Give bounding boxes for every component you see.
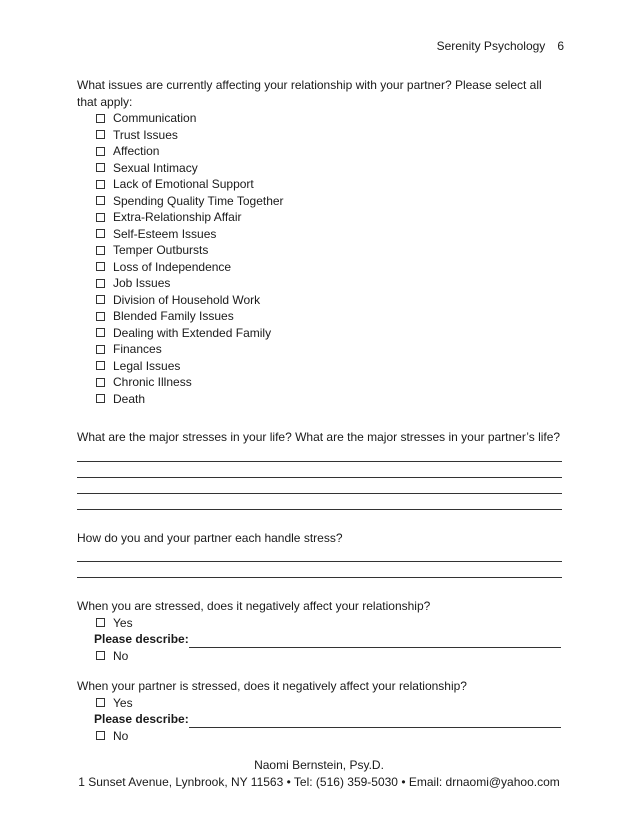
option-label: Loss of Independence [113, 259, 232, 274]
checkbox-option[interactable] [96, 325, 562, 342]
checkbox[interactable] [96, 312, 105, 321]
option-label: Yes [113, 695, 133, 710]
checkbox[interactable] [96, 394, 105, 403]
option-label: Yes [113, 615, 133, 630]
checkbox-option[interactable] [96, 391, 562, 408]
checkbox[interactable] [96, 731, 105, 740]
answer-line[interactable] [77, 562, 562, 578]
option-label: Lack of Emotional Support [113, 177, 254, 191]
option-label: Chronic Illness [113, 375, 192, 389]
checkbox[interactable] [96, 378, 105, 387]
form-content [77, 77, 562, 744]
option-label: Legal Issues [113, 358, 181, 373]
checkbox[interactable] [96, 246, 105, 255]
relationship-issues-options [96, 110, 562, 407]
describe-row [94, 711, 562, 728]
checkbox[interactable] [96, 295, 105, 304]
checkbox-option[interactable] [96, 259, 562, 276]
page-number: 6 [557, 39, 564, 53]
checkbox-option[interactable] [96, 160, 562, 177]
option-label: Death [113, 391, 146, 406]
option-label: Sexual Intimacy [113, 160, 198, 175]
option-label: Communication [113, 111, 197, 125]
checkbox-option[interactable] [96, 143, 562, 160]
option-no[interactable] [96, 648, 562, 665]
option-label: Trust Issues [113, 127, 178, 142]
checkbox-option[interactable] [96, 110, 562, 127]
describe-label: Please describe: [94, 632, 189, 646]
checkbox[interactable] [96, 196, 105, 205]
option-label: Extra-Relationship Affair [113, 210, 242, 224]
answer-line[interactable] [77, 494, 562, 510]
checkbox[interactable] [96, 229, 105, 238]
practice-name: Serenity Psychology [436, 39, 546, 53]
checkbox-option[interactable] [96, 308, 562, 325]
option-label: Affection [113, 144, 160, 158]
checkbox-option[interactable] [96, 226, 562, 243]
checkbox[interactable] [96, 147, 105, 156]
question-self-stress-effect: When you are stressed, does it negatively affect your relationship? [77, 599, 431, 613]
answer-line[interactable] [77, 446, 562, 462]
checkbox-option[interactable] [96, 209, 562, 226]
option-yes[interactable] [96, 615, 562, 632]
describe-line[interactable] [189, 635, 561, 648]
question-relationship-issues: What issues are currently affecting your relationship with your partner? Please select all that apply: [77, 78, 542, 109]
checkbox[interactable] [96, 361, 105, 370]
checkbox-option[interactable] [96, 292, 562, 309]
option-label: Temper Outbursts [113, 243, 209, 257]
option-label: Blended Family Issues [113, 309, 234, 323]
question-handle-stress: How do you and your partner each handle stress? [77, 530, 343, 545]
option-label: Spending Quality Time Together [113, 193, 284, 208]
answer-line[interactable] [77, 462, 562, 478]
checkbox-option[interactable] [96, 193, 562, 210]
checkbox[interactable] [96, 163, 105, 172]
checkbox[interactable] [96, 114, 105, 123]
checkbox-option[interactable] [96, 127, 562, 144]
option-label: Self-Esteem Issues [113, 226, 217, 241]
checkbox[interactable] [96, 213, 105, 222]
answer-line[interactable] [77, 478, 562, 494]
option-yes[interactable] [96, 695, 562, 712]
option-label: Job Issues [113, 276, 171, 290]
footer-contact: 1 Sunset Avenue, Lynbrook, NY 11563 • Tel: (516) 359-5030 • Email: drnaomi@yahoo.com [78, 775, 560, 789]
checkbox-option[interactable] [96, 341, 562, 358]
question-partner-stress-effect: When your partner is stressed, does it negatively affect your relationship? [77, 679, 467, 693]
describe-label: Please describe: [94, 712, 189, 726]
checkbox[interactable] [96, 130, 105, 139]
option-label: Finances [113, 342, 162, 356]
option-label: No [113, 648, 129, 663]
describe-row [94, 631, 562, 648]
option-no[interactable] [96, 728, 562, 745]
describe-line[interactable] [189, 715, 561, 728]
option-label: Dealing with Extended Family [113, 325, 272, 340]
checkbox-option[interactable] [96, 242, 562, 259]
page-footer [0, 757, 638, 791]
checkbox-option[interactable] [96, 374, 562, 391]
checkbox[interactable] [96, 328, 105, 337]
checkbox[interactable] [96, 180, 105, 189]
checkbox[interactable] [96, 279, 105, 288]
option-label: No [113, 728, 129, 743]
checkbox-option[interactable] [96, 275, 562, 292]
checkbox[interactable] [96, 651, 105, 660]
checkbox-option[interactable] [96, 176, 562, 193]
checkbox-option[interactable] [96, 358, 562, 375]
option-label: Division of Household Work [113, 292, 261, 307]
question-major-stresses: What are the major stresses in your life? What are the major stresses in your partner’s life? [77, 430, 561, 444]
answer-line[interactable] [77, 546, 562, 562]
checkbox[interactable] [96, 698, 105, 707]
checkbox[interactable] [96, 345, 105, 354]
checkbox[interactable] [96, 618, 105, 627]
footer-name: Naomi Bernstein, Psy.D. [254, 758, 384, 772]
checkbox[interactable] [96, 262, 105, 271]
page-header [437, 39, 564, 53]
